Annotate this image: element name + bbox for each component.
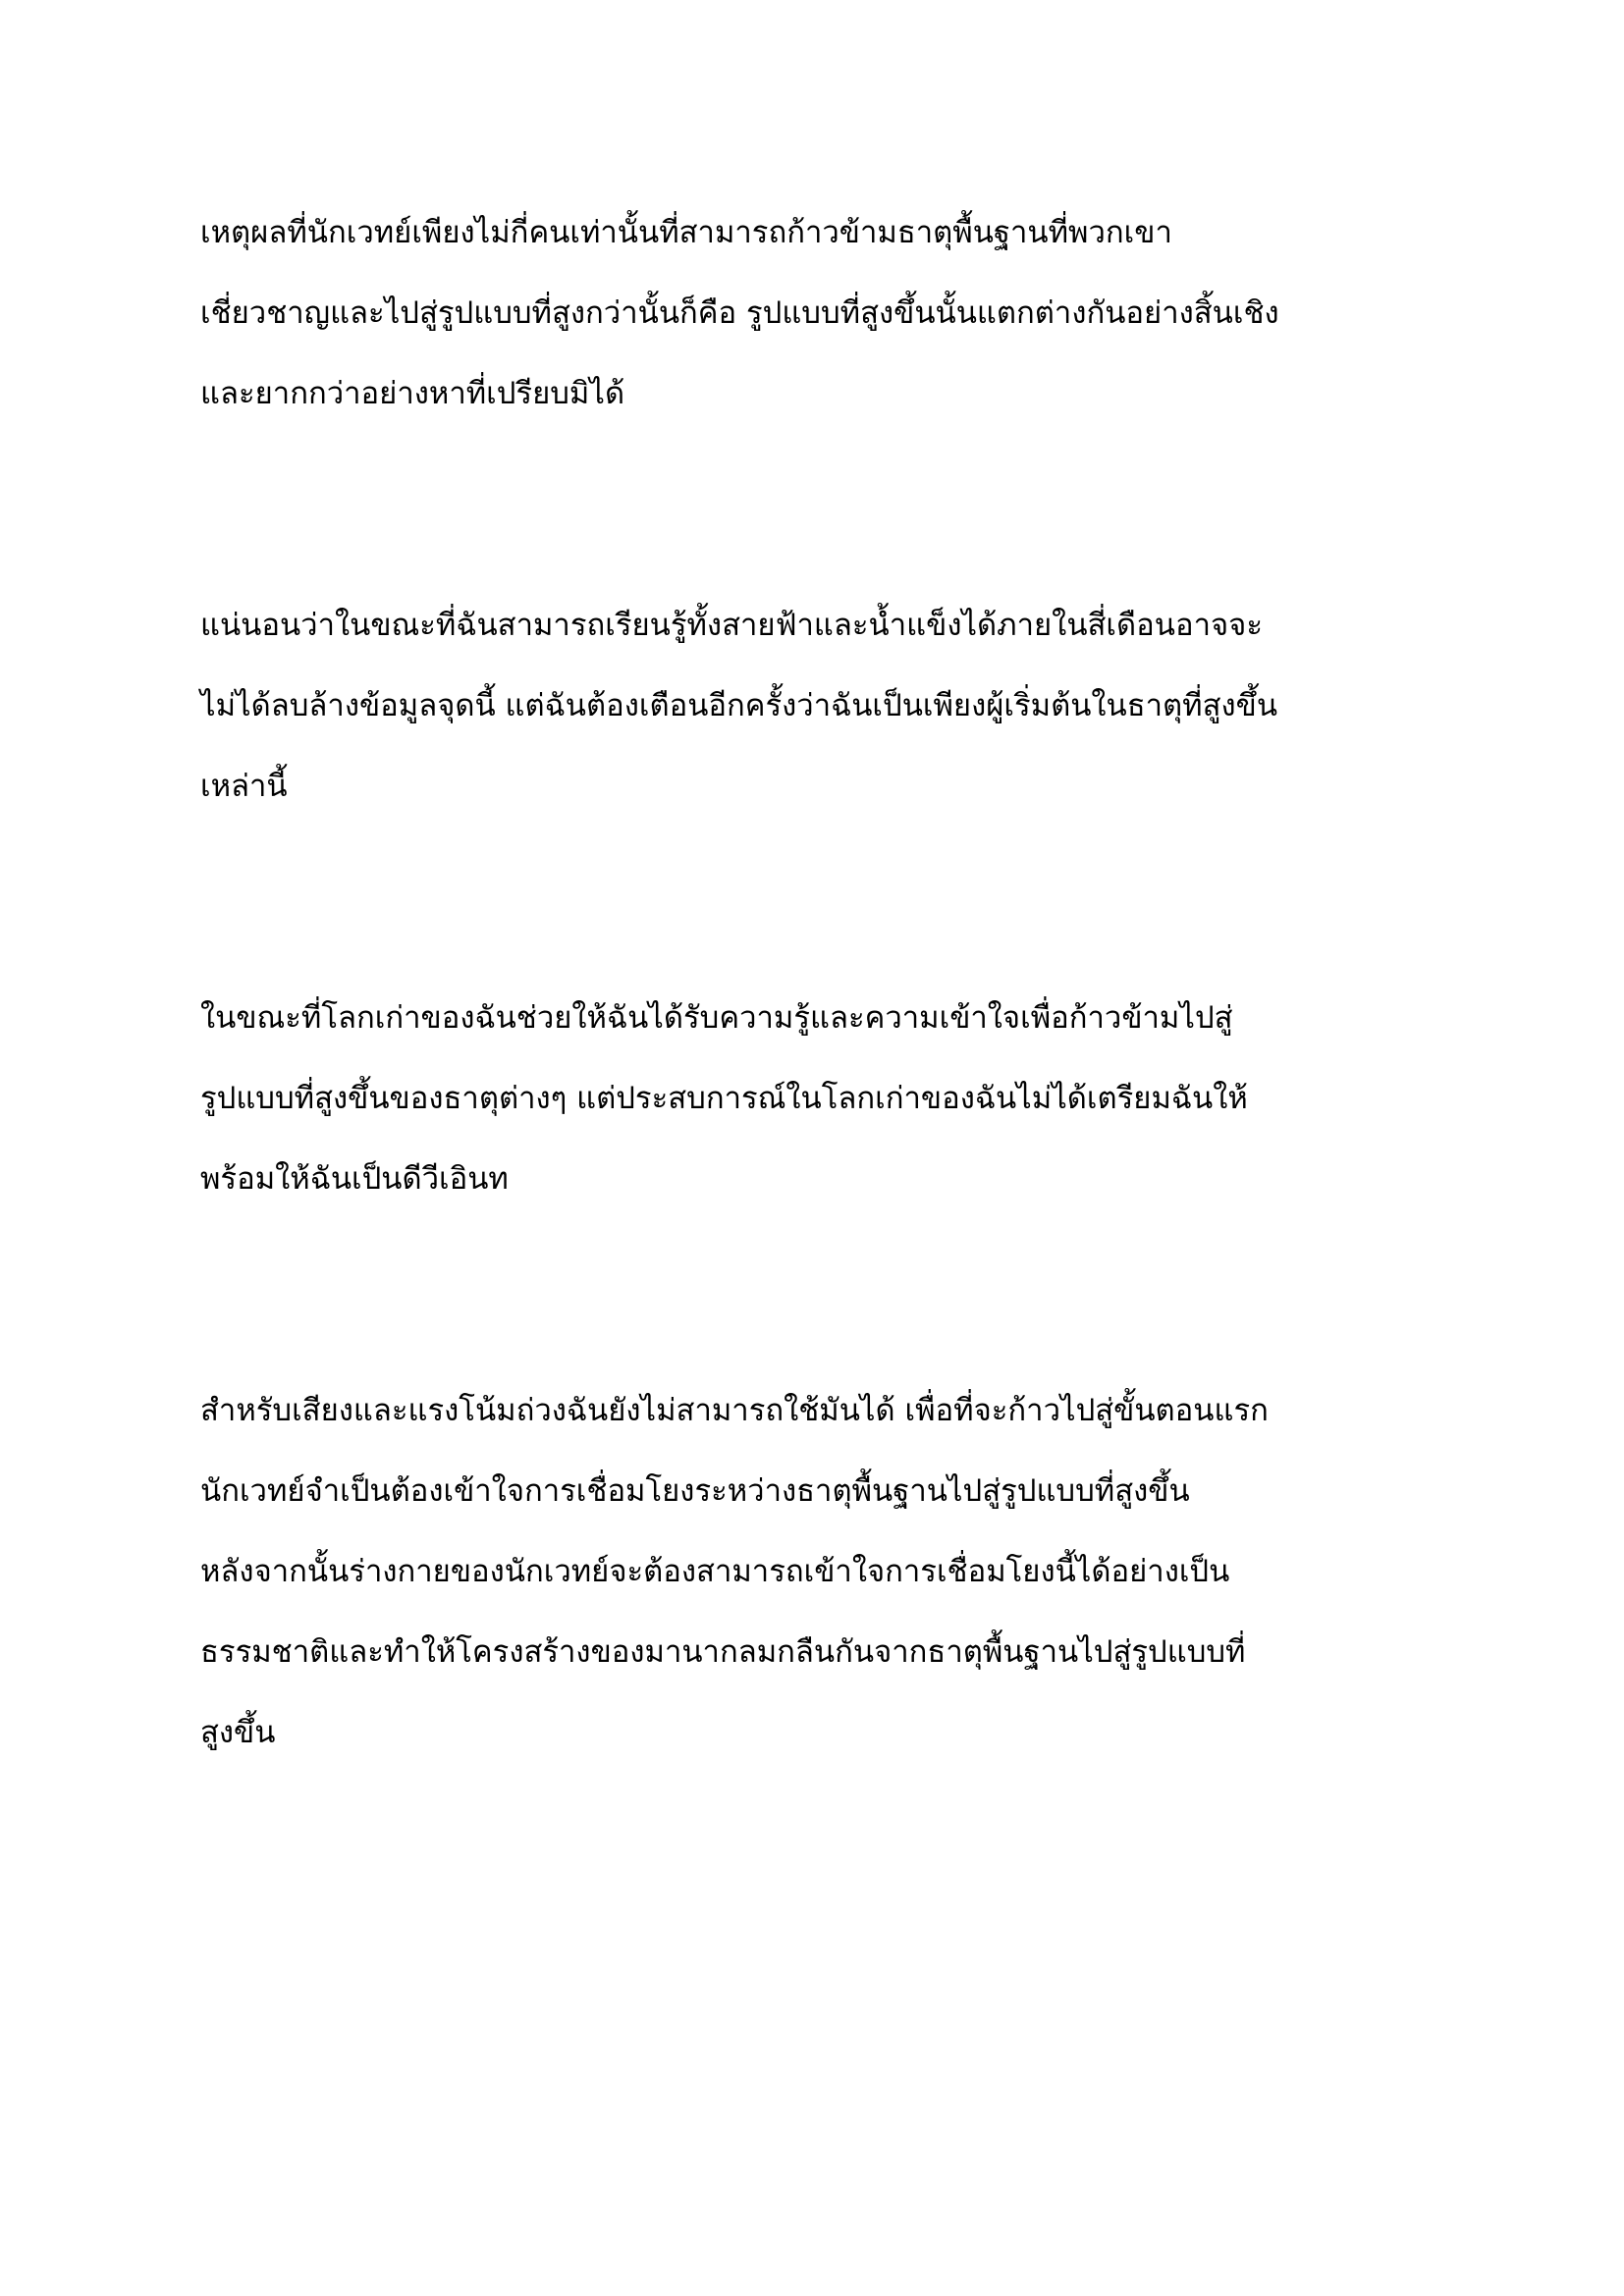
paragraph-line: เชี่ยวชาญและไปสู่รูปแบบที่สูงกว่านั้นก็คือ รูปแบบที่สูงขึ้นนั้นแตกต่างกันอย่างสิ้นเชิง [200,295,1279,331]
paragraph-line: หลังจากนั้นร่างกายของนักเวทย์จะต้องสามารถเข้าใจการเชื่อมโยงนี้ได้อย่างเป็น [200,1554,1230,1589]
paragraph-2 [200,585,1477,827]
paragraph-line: ธรรมชาติและทำให้โครงสร้างของมานากลมกลืนกันจากธาตุพื้นฐานไปสู่รูปแบบที่ [200,1634,1246,1670]
paragraph-line: ไม่ได้ลบล้างข้อมูลจุดนี้ แต่ฉันต้องเตือนอีกครั้งว่าฉันเป็นเพียงผู้เริ่มต้นในธาตุที่สูงขึ้น [200,688,1278,723]
paragraph-line: เหตุผลที่นักเวทย์เพียงไม่กี่คนเท่านั้นที่สามารถก้าวข้ามธาตุพื้นฐานที่พวกเขา [200,215,1172,250]
paragraph-line: และยากกว่าอย่างหาที่เปรียบมิได้ [200,376,625,411]
paragraph-line: พร้อมให้ฉันเป็นดีวีเอินท [200,1161,509,1197]
paragraph-4 [200,1370,1477,1773]
paragraph-line: เหล่านี้ [200,769,288,804]
paragraph-line: สูงขึ้น [200,1715,276,1750]
paragraph-line: สำหรับเสียงและแรงโน้มถ่วงฉันยังไม่สามารถใช้มันได้ เพื่อที่จะก้าวไปสู่ขั้นตอนแรก [200,1393,1269,1428]
paragraph-line: แน่นอนว่าในขณะที่ฉันสามารถเรียนรู้ทั้งสายฟ้าและน้ำแข็งได้ภายในสี่เดือนอาจจะ [200,608,1263,643]
paragraph-1 [200,192,1477,434]
paragraph-line: ในขณะที่โลกเก่าของฉันช่วยให้ฉันได้รับความรู้และความเข้าใจเพื่อก้าวข้ามไปสู่ [200,1000,1233,1036]
paragraph-3 [200,978,1477,1219]
paragraph-line: รูปแบบที่สูงขึ้นของธาตุต่างๆ แต่ประสบการณ์ในโลกเก่าของฉันไม่ได้เตรียมฉันให้ [200,1081,1248,1116]
paragraph-line: นักเวทย์จำเป็นต้องเข้าใจการเชื่อมโยงระหว่างธาตุพื้นฐานไปสู่รูปแบบที่สูงขึ้น [200,1473,1190,1509]
